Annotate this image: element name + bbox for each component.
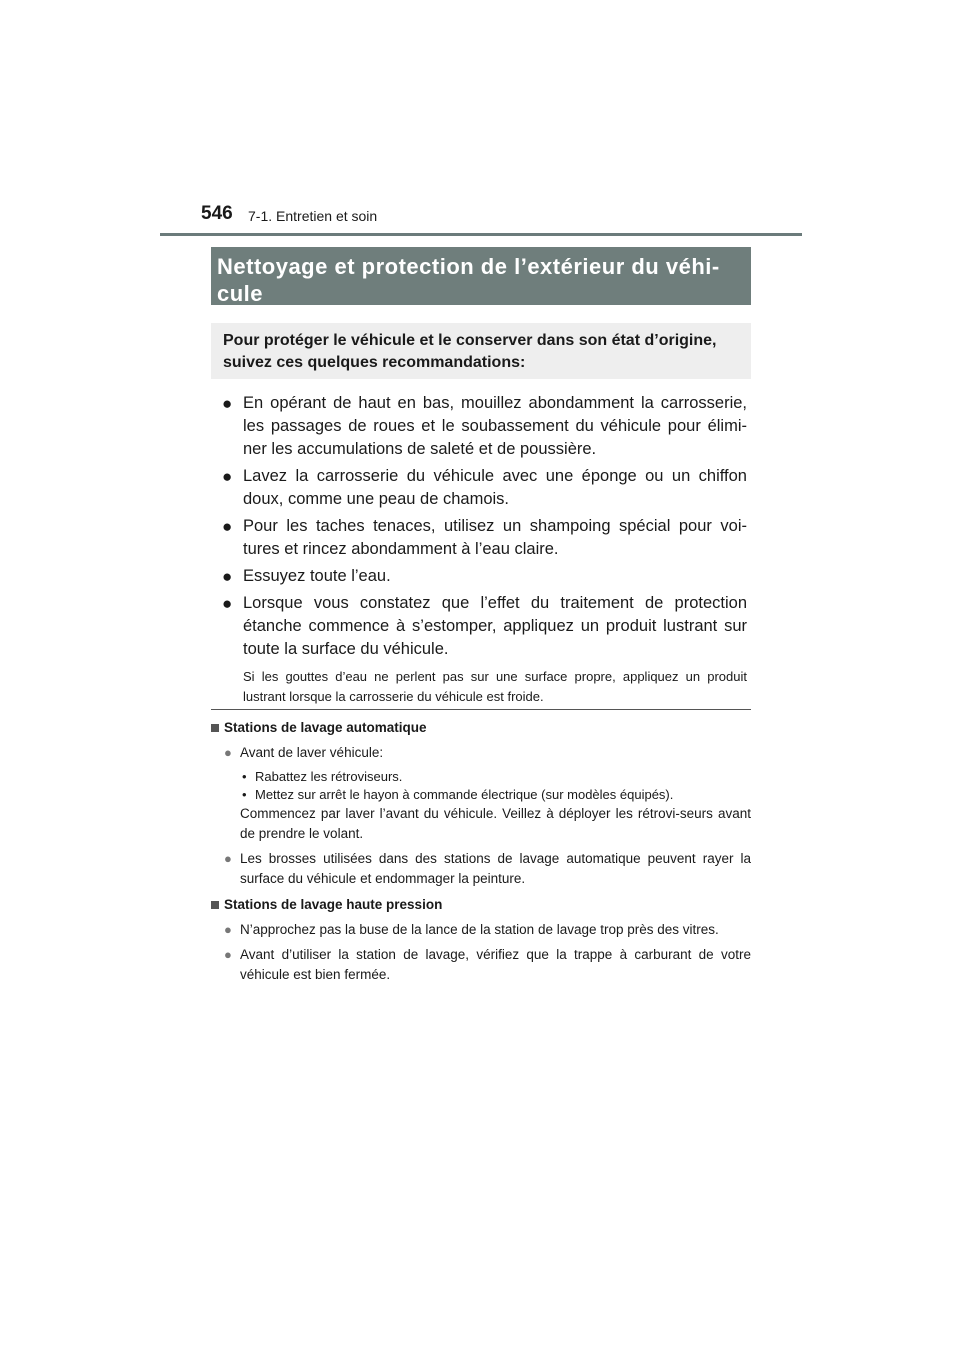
header-divider (160, 233, 802, 236)
list-item (222, 465, 747, 511)
dot-icon: • (242, 787, 247, 802)
list-item-text: En opérant de haut en bas, mouillez abondamment la carrosserie, les passages de roues et le soubassement du véhicule pour élimi-ner les accumulations de saleté et de poussière. (243, 394, 747, 458)
sub-list-item-text: Les brosses utilisées dans des stations de lavage automatique peuvent rayer la surface du véhicule et endommager la peinture. (240, 851, 751, 886)
list-item (222, 592, 747, 661)
bullet-icon: ● (222, 517, 233, 536)
page-number: 546 (201, 203, 233, 224)
bullet-icon: ● (222, 467, 233, 486)
section-heading (211, 718, 751, 738)
sub-list-item-text: Avant de laver véhicule: (240, 745, 384, 760)
list-item (222, 565, 747, 588)
note-text: Si les gouttes d’eau ne perlent pas sur une surface propre, appliquez un produit lustrant lorsque la carrosserie du véhicule est froide. (243, 669, 747, 704)
intro-box: Pour protéger le véhicule et le conserver dans son état d’origine, suivez ces quelques recommandations: (211, 323, 751, 379)
bullet-icon: ● (224, 745, 232, 760)
bullet-icon: ● (224, 922, 232, 937)
sub-list-item (211, 743, 751, 763)
dash-item (240, 768, 751, 786)
dash-item-text: Rabattez les rétroviseurs. (255, 769, 403, 784)
sub-list-item (211, 945, 751, 985)
sub-list-item (211, 849, 751, 889)
page-title: Nettoyage et protection de l’extérieur du véhi-cule (211, 247, 751, 305)
sub-list-item-text: N’approchez pas la buse de la lance de la station de lavage trop près des vitres. (240, 922, 719, 937)
list-item-text: Lavez la carrosserie du véhicule avec une éponge ou un chiffon doux, comme une peau de chamois. (243, 467, 747, 508)
list-item (222, 392, 747, 461)
dash-item-text: Mettez sur arrêt le hayon à commande électrique (sur modèles équipés). (255, 787, 674, 802)
sub-list-item (211, 920, 751, 940)
paragraph: Commencez par laver l’avant du véhicule. Veillez à déployer les rétrovi-seurs avant de prendre le volant. (240, 806, 751, 841)
dash-list (211, 768, 751, 804)
list-item-text: Pour les taches tenaces, utilisez un shampoing spécial pour voi-tures et rincez abondamment à l’eau claire. (243, 517, 747, 558)
list-item-text: Lorsque vous constatez que l’effet du traitement de protection étanche commence à s’estomper, appliquez un produit lustrant sur toute la surface du véhicule. (243, 594, 747, 658)
section-heading-text: Stations de lavage automatique (224, 720, 427, 735)
bullet-icon: ● (222, 567, 233, 586)
section-heading-text: Stations de lavage haute pression (224, 897, 443, 912)
section-heading (211, 895, 751, 915)
square-bullet-icon (211, 901, 219, 909)
dash-item (240, 786, 751, 804)
sub-list-item-text: Avant d’utiliser la station de lavage, vérifiez que la trappe à carburant de votre véhicule est bien fermée. (240, 947, 751, 982)
list-item-text: Essuyez toute l’eau. (243, 567, 391, 585)
bullet-icon: ● (224, 851, 232, 866)
bullet-icon: ● (222, 594, 233, 613)
dot-icon: • (242, 769, 247, 784)
square-bullet-icon (211, 724, 219, 732)
section-divider (211, 709, 751, 710)
bullet-icon: ● (224, 947, 232, 962)
bullet-icon: ● (222, 394, 233, 413)
info-sections (211, 716, 751, 985)
list-item (222, 515, 747, 561)
running-header: 7-1. Entretien et soin (248, 208, 378, 224)
main-recommendation-list (222, 392, 747, 707)
